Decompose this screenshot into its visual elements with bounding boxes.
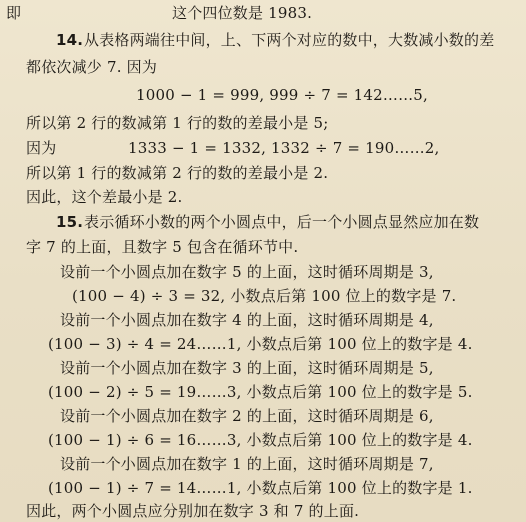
text-line: 设前一个小圆点加在数字 4 的上面，这时循环周期是 4, (60, 311, 434, 329)
equation-line: 1333 − 1 = 1332, 1332 ÷ 7 = 190……2, (128, 139, 440, 157)
equation-line: (100 − 2) ÷ 5 = 19……3, 小数点后第 100 位上的数字是 5. (48, 383, 473, 401)
text-line: 字 7 的上面，且数字 5 包含在循环节中. (26, 238, 299, 256)
text-line: 都依次减少 7. 因为 (26, 58, 158, 76)
text-line: 因此，两个小圆点应分别加在数字 3 和 7 的上面. (26, 502, 360, 520)
text-line: 所以第 2 行的数减第 1 行的数的差最小是 5; (26, 114, 329, 132)
text-line: 表示循环小数的两个小圆点中，后一个小圆点显然应加在数 (84, 213, 480, 231)
equation-line: (100 − 1) ÷ 7 = 14……1, 小数点后第 100 位上的数字是 1. (48, 479, 473, 497)
line-prefix: 因为 (26, 139, 57, 157)
line-prefix: 即 (6, 4, 22, 22)
text-line: 设前一个小圆点加在数字 3 的上面，这时循环周期是 5, (60, 359, 434, 377)
text-line: 设前一个小圆点加在数字 2 的上面，这时循环周期是 6, (60, 407, 434, 425)
equation-line: (100 − 1) ÷ 6 = 16……3, 小数点后第 100 位上的数字是 4. (48, 431, 473, 449)
text-line: 从表格两端往中间，上、下两个对应的数中，大数减小数的差 (84, 31, 495, 49)
equation-line: (100 − 4) ÷ 3 = 32, 小数点后第 100 位上的数字是 7. (72, 287, 457, 305)
text-line: 因此，这个差最小是 2. (26, 188, 183, 206)
equation-line: 1000 − 1 = 999, 999 ÷ 7 = 142……5, (136, 86, 429, 104)
text-line: 所以第 1 行的数减第 2 行的数的差最小是 2. (26, 164, 329, 182)
problem-number: 14. (56, 31, 84, 49)
equation-line: (100 − 3) ÷ 4 = 24……1, 小数点后第 100 位上的数字是 4. (48, 335, 473, 353)
problem-number: 15. (56, 213, 84, 231)
text-line: 设前一个小圆点加在数字 1 的上面，这时循环周期是 7, (60, 455, 434, 473)
text-line: 设前一个小圆点加在数字 5 的上面，这时循环周期是 3, (60, 263, 434, 281)
text-line: 这个四位数是 1983. (172, 4, 313, 22)
